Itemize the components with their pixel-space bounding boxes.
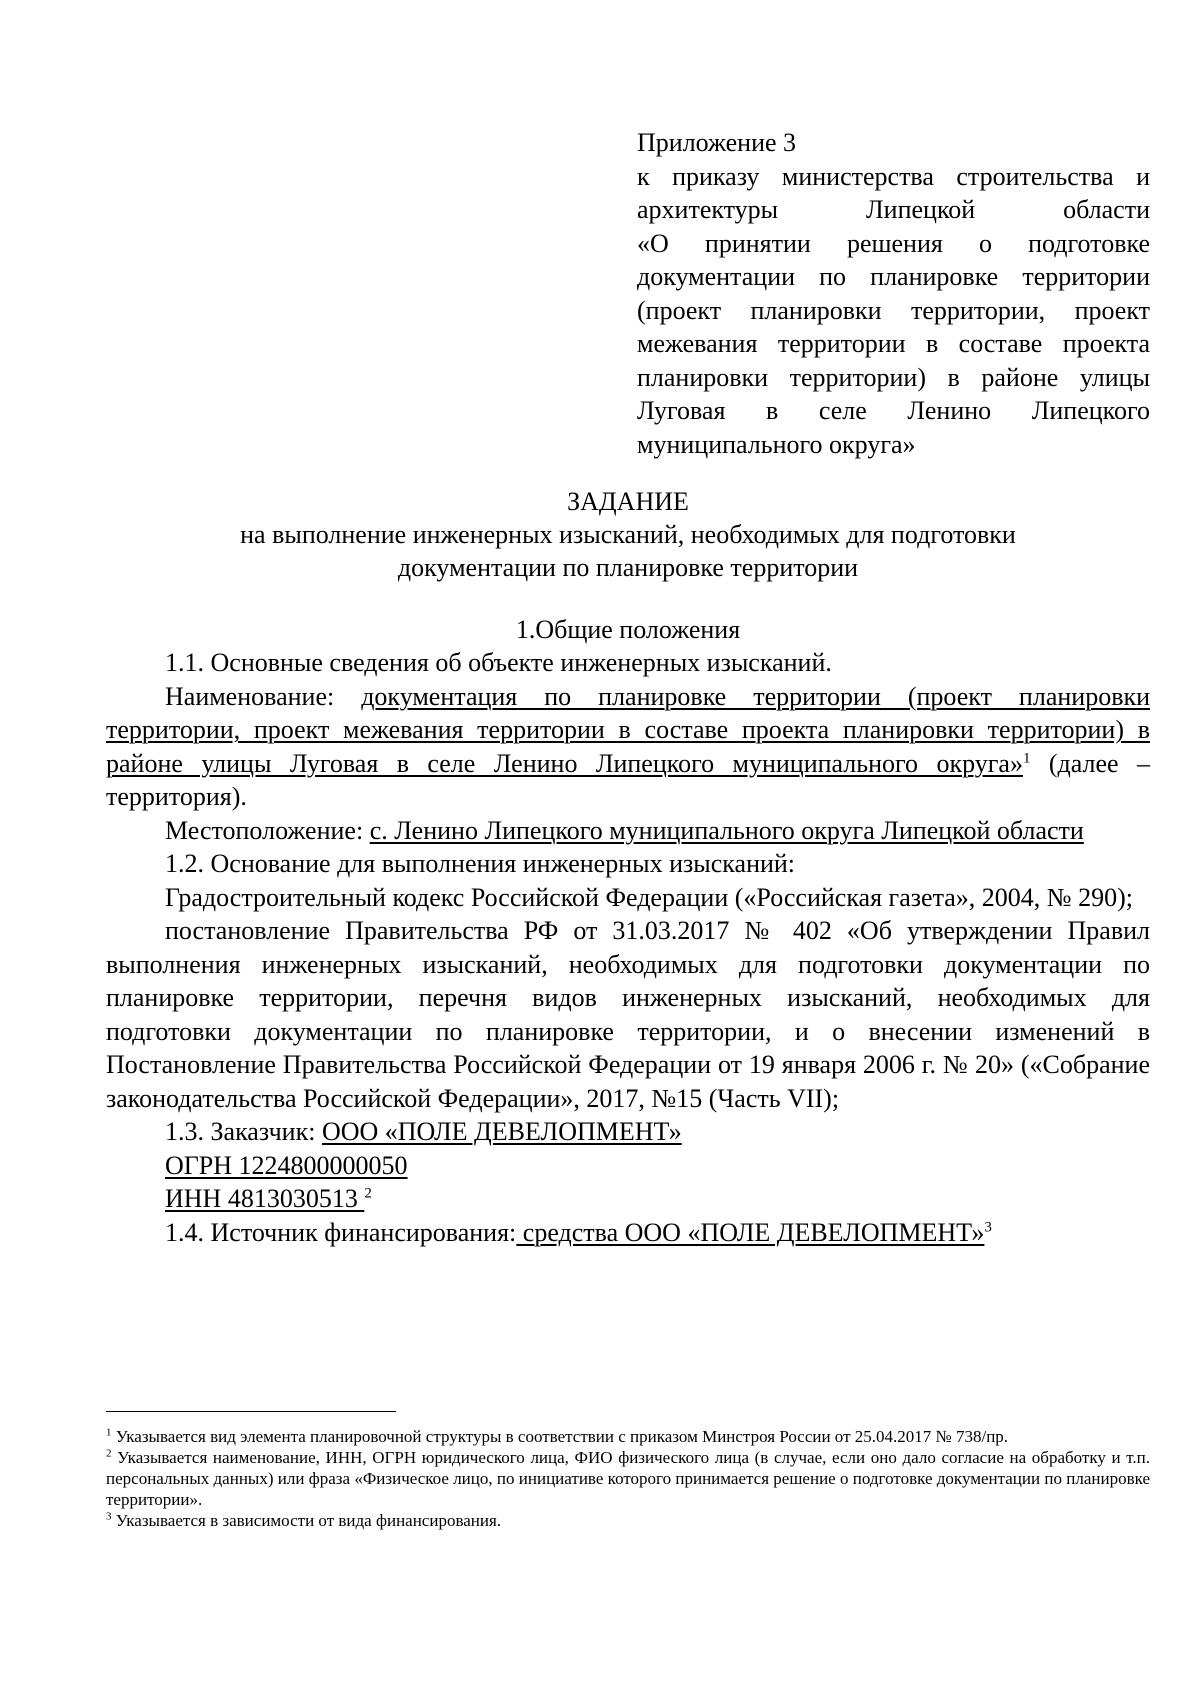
footnote-ref-3[interactable]: 3 [984,1218,992,1235]
inn-value: ИНН 4813030513 [165,1184,365,1213]
paragraph-ogrn [106,1149,1150,1183]
section-heading: 1.Общие положения [515,615,741,644]
footnote-ref-2[interactable]: 2 [364,1185,372,1202]
location-value: с. Ленино Липецкого муниципального округа Липецкой области [369,815,1084,845]
name-label: Наименование: [165,681,362,711]
paragraph-1-2: 1.2. Основание для выполнения инженерных изысканий: [165,849,796,878]
name-tail: (далее – территория). [106,748,1150,811]
paragraph-inn [106,1182,1150,1216]
ogrn-value: ОГРН 1224800000050 [165,1150,408,1180]
paragraph-name [106,680,1150,814]
appendix-line: Приложение 3 [637,128,797,157]
name-value: документация по планировке территории (проект планировки территории, проект межевания территории в составе проекта планировки территории) в районе улицы Луговая в селе Ленино Липецкого муниципального округа» [106,681,1151,778]
appendix-line: к приказу министерства строительства и [637,161,1150,191]
finance-value: средства ООО «ПОЛЕ ДЕВЕЛОПМЕНТ» [516,1217,985,1247]
paragraph-finance [106,1216,1150,1250]
appendix-line: «О принятии решения о подготовке [637,228,1150,258]
footnote-number: 3 [106,1510,112,1523]
appendix-line: архитектуры Липецкой области [637,195,1150,224]
footnote-ref-1[interactable]: 1 [1022,749,1031,766]
paragraph-1-1: 1.1. Основные сведения об объекте инженерных изысканий. [165,648,832,677]
document-title: ЗАДАНИЕ [567,487,689,516]
footnote-2 [106,1447,1150,1510]
paragraph-location [106,814,1150,848]
appendix-line: документации по планировке территории [637,262,1150,291]
footnote-number: 2 [106,1447,112,1460]
footnote-3 [106,1510,1150,1531]
paragraph-customer [106,1115,1150,1149]
footnote-text: Указывается в зависимости от вида финансирования. [111,1511,502,1530]
document-subtitle-line2: документации по планировке территории [397,553,859,582]
location-label: Местоположение: [165,815,370,845]
footnotes [106,1426,1150,1531]
appendix-line: межевания территории в составе проекта [637,329,1150,358]
paragraph-basis-2: постановление Правительства РФ от 31.03.2017 № 402 «Об утверждении Правил выполнения инженерных изысканий, необходимых для подготовки документации по планировке территории, перечня видов инженерных изысканий, необходимых для подготовки документации по планировке территории, и о внесении изменений в Постановление Правительства Российской Федерации от 19 января 2006 г. № 20» («Собрание законодательства Российской Федерации», 2017, №15 (Часть VII); [106,916,1150,1113]
document-body [106,646,1150,1249]
appendix-line: (проект планировки территории, проект [637,295,1150,325]
customer-label: 1.3. Заказчик: [165,1117,322,1146]
footnote-1 [106,1426,1150,1447]
document-subtitle-line1: на выполнение инженерных изысканий, необходимых для подготовки [240,520,1016,549]
finance-label: 1.4. Источник финансирования: [165,1217,517,1247]
footnote-number: 1 [106,1426,112,1439]
appendix-line: Луговая в селе Ленино Липецкого [637,396,1150,425]
appendix-line: муниципального округа» [637,429,916,459]
paragraph-basis-1: Градостроительный кодекс Российской Федерации («Российская газета», 2004, № 290); [165,882,1133,912]
customer-value: ООО «ПОЛЕ ДЕВЕЛОПМЕНТ» [321,1117,682,1146]
appendix-header [637,126,1150,461]
footnote-text: Указывается наименование, ИНН, ОГРН юридического лица, ФИО физического лица (в случае, если оно дало согласие на обработку и т.п. персональных данных) или фраза «Физическое лицо, по инициативе которого принимается решение о подготовке документации по планировке территории». [106,1448,1150,1509]
appendix-line: планировки территории) в районе улицы [637,362,1150,392]
footnote-separator [106,1411,396,1412]
footnote-text: Указывается вид элемента планировочной структуры в соответствии с приказом Минстроя России от 25.04.2017 № 738/пр. [111,1427,1009,1446]
